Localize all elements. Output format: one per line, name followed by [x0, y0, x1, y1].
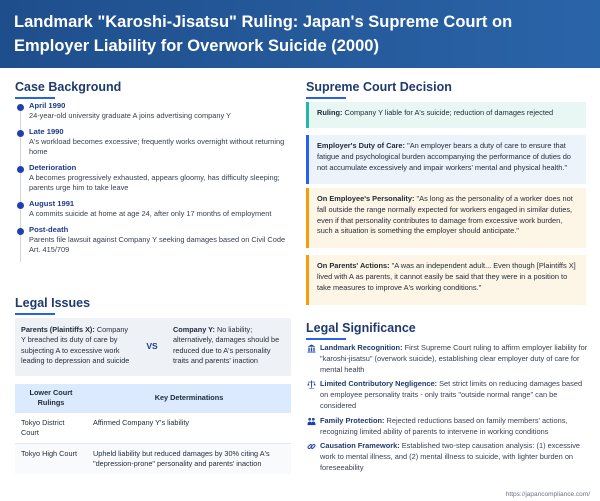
timeline-text: A's workload becomes excessive; frequently works overnight without returning home	[29, 136, 285, 157]
issues-panel	[15, 318, 291, 376]
list-item	[306, 379, 588, 411]
significance-text: First Supreme Court ruling to affirm employer liability for "karoshi-jisatsu" (overwork suicide), establishing clear employer duty of care for mental health	[320, 343, 588, 374]
personality-label: On Employee's Personality:	[317, 194, 415, 203]
timeline-date: Post-death	[29, 224, 69, 234]
parents-text: "A was an independent adult... Even though [Plaintiffs X] lived with A as parents, it cannot easily be said that they were in a position to take measures to improve A's working conditions."	[317, 261, 576, 292]
legal-issues-title: Legal Issues	[15, 296, 91, 310]
list-item	[306, 416, 588, 438]
defendant-label: Company Y:	[173, 325, 215, 334]
list-item	[306, 441, 588, 473]
personality-box	[306, 188, 586, 248]
significance-label: Landmark Recognition:	[320, 343, 403, 352]
heading-rule	[306, 338, 346, 340]
timeline	[16, 100, 288, 260]
list-item	[306, 343, 588, 375]
timeline-item	[16, 100, 288, 122]
plaintiff-label: Parents (Plaintiffs X):	[21, 325, 95, 334]
table-row	[15, 413, 291, 444]
defendant-text: No liability; alternatively, damages should be reduced due to A's personality traits and parents' inaction	[173, 325, 280, 366]
lower-court-table	[15, 384, 291, 474]
timeline-dot	[17, 166, 24, 173]
timeline-text: A commits suicide at home at age 24, after only 17 months of employment	[29, 208, 272, 218]
significance-label: Family Protection:	[320, 415, 385, 425]
timeline-text: Parents file lawsuit against Company Y seeking damages based on Civil Code Art. 415/709	[29, 234, 286, 255]
case-background-heading	[15, 80, 121, 99]
significance-list	[306, 343, 588, 478]
plaintiff-text: Company Y breached its duty of care by subjecting A to excessive work leading to depression and suicide	[21, 325, 130, 366]
defendant-position	[167, 318, 289, 374]
ruling-label: Ruling:	[317, 108, 343, 117]
page-title: Landmark "Karoshi-Jisatsu" Ruling: Japan's Supreme Court on Employer Liability for Overwork Suicide (2000)	[14, 13, 513, 55]
significance-text: Set strict limits on reducing damages based on employee personality traits - only traits "outside normal range" can be considered	[320, 379, 583, 410]
timeline-dot	[17, 104, 24, 111]
page-header	[0, 0, 600, 68]
legal-issues-heading	[15, 296, 90, 315]
timeline-item	[16, 224, 288, 256]
personality-text: "As long as the personality of a worker does not fall outside the range normally expected for workers engaged in similar duties, even if that personality contributes to damage from excessive work burden, such a situation is something the employer should anticipate."	[317, 194, 573, 236]
link-icon	[306, 442, 316, 452]
determination-cell: Upheld liability but reduced damages by 30% citing A's "depression-prone" personality and parents' inaction	[87, 444, 291, 475]
timeline-item	[16, 198, 288, 220]
duty-of-care-box	[306, 135, 586, 184]
ruling-box	[306, 102, 586, 128]
duty-label: Employer's Duty of Care:	[317, 141, 406, 150]
source-url[interactable]: https://japancompliance.com/	[505, 491, 590, 498]
significance-text: Rejected reductions based on family members' actions, recognizing limited ability of parents to intervene in working conditions	[320, 415, 568, 436]
plaintiff-position	[15, 318, 137, 374]
landmark-icon	[306, 344, 316, 354]
timeline-item	[16, 162, 288, 194]
timeline-item	[16, 126, 288, 158]
heading-rule	[306, 97, 346, 99]
significance-text: Established two-step causation analysis: (1) excessive work to mental illness, and (2) mental illness to suicide, with lighter burden on foreseeability	[320, 441, 581, 472]
timeline-date: August 1991	[29, 198, 75, 208]
duty-text: "An employer bears a duty of care to ensure that fatigue and psychological burden accompanying the performance of duties do not accumulate excessively and impair workers' mental and physical health."	[317, 141, 571, 172]
determination-cell: Affirmed Company Y's liability	[87, 413, 291, 444]
family-icon	[306, 417, 316, 427]
case-background-title: Case Background	[15, 80, 122, 94]
parents-label: On Parents' Actions:	[317, 261, 390, 270]
timeline-date: Late 1990	[29, 126, 64, 136]
timeline-dot	[17, 130, 24, 137]
decision-heading	[306, 80, 452, 99]
versus-label: VS	[146, 341, 158, 351]
heading-rule	[15, 313, 55, 315]
timeline-dot	[17, 228, 24, 235]
parents-actions-box	[306, 255, 586, 305]
table-header-row	[15, 384, 291, 413]
significance-label: Causation Framework:	[320, 441, 400, 451]
column-header-court: Lower Court Rulings	[15, 384, 87, 413]
timeline-dot	[17, 202, 24, 209]
significance-heading	[306, 321, 416, 340]
table-row	[15, 444, 291, 475]
timeline-text: 24-year-old university graduate A joins advertising company Y	[29, 111, 231, 120]
timeline-date: April 1990	[29, 101, 66, 110]
ruling-text: Company Y liable for A's suicide; reduction of damages rejected	[344, 108, 554, 117]
column-header-determinations: Key Determinations	[87, 384, 291, 413]
decision-title: Supreme Court Decision	[306, 80, 452, 94]
significance-label: Limited Contributory Negligence:	[320, 379, 438, 389]
court-cell: Tokyo District Court	[15, 413, 87, 444]
timeline-date: Deterioration	[29, 162, 77, 172]
heading-rule	[15, 97, 55, 99]
significance-title: Legal Significance	[306, 321, 416, 335]
timeline-text: A becomes progressively exhausted, appears gloomy, has difficulty sleeping; parents urge him to take leave	[29, 172, 280, 193]
court-cell: Tokyo High Court	[15, 444, 87, 475]
scale-icon	[306, 380, 316, 390]
